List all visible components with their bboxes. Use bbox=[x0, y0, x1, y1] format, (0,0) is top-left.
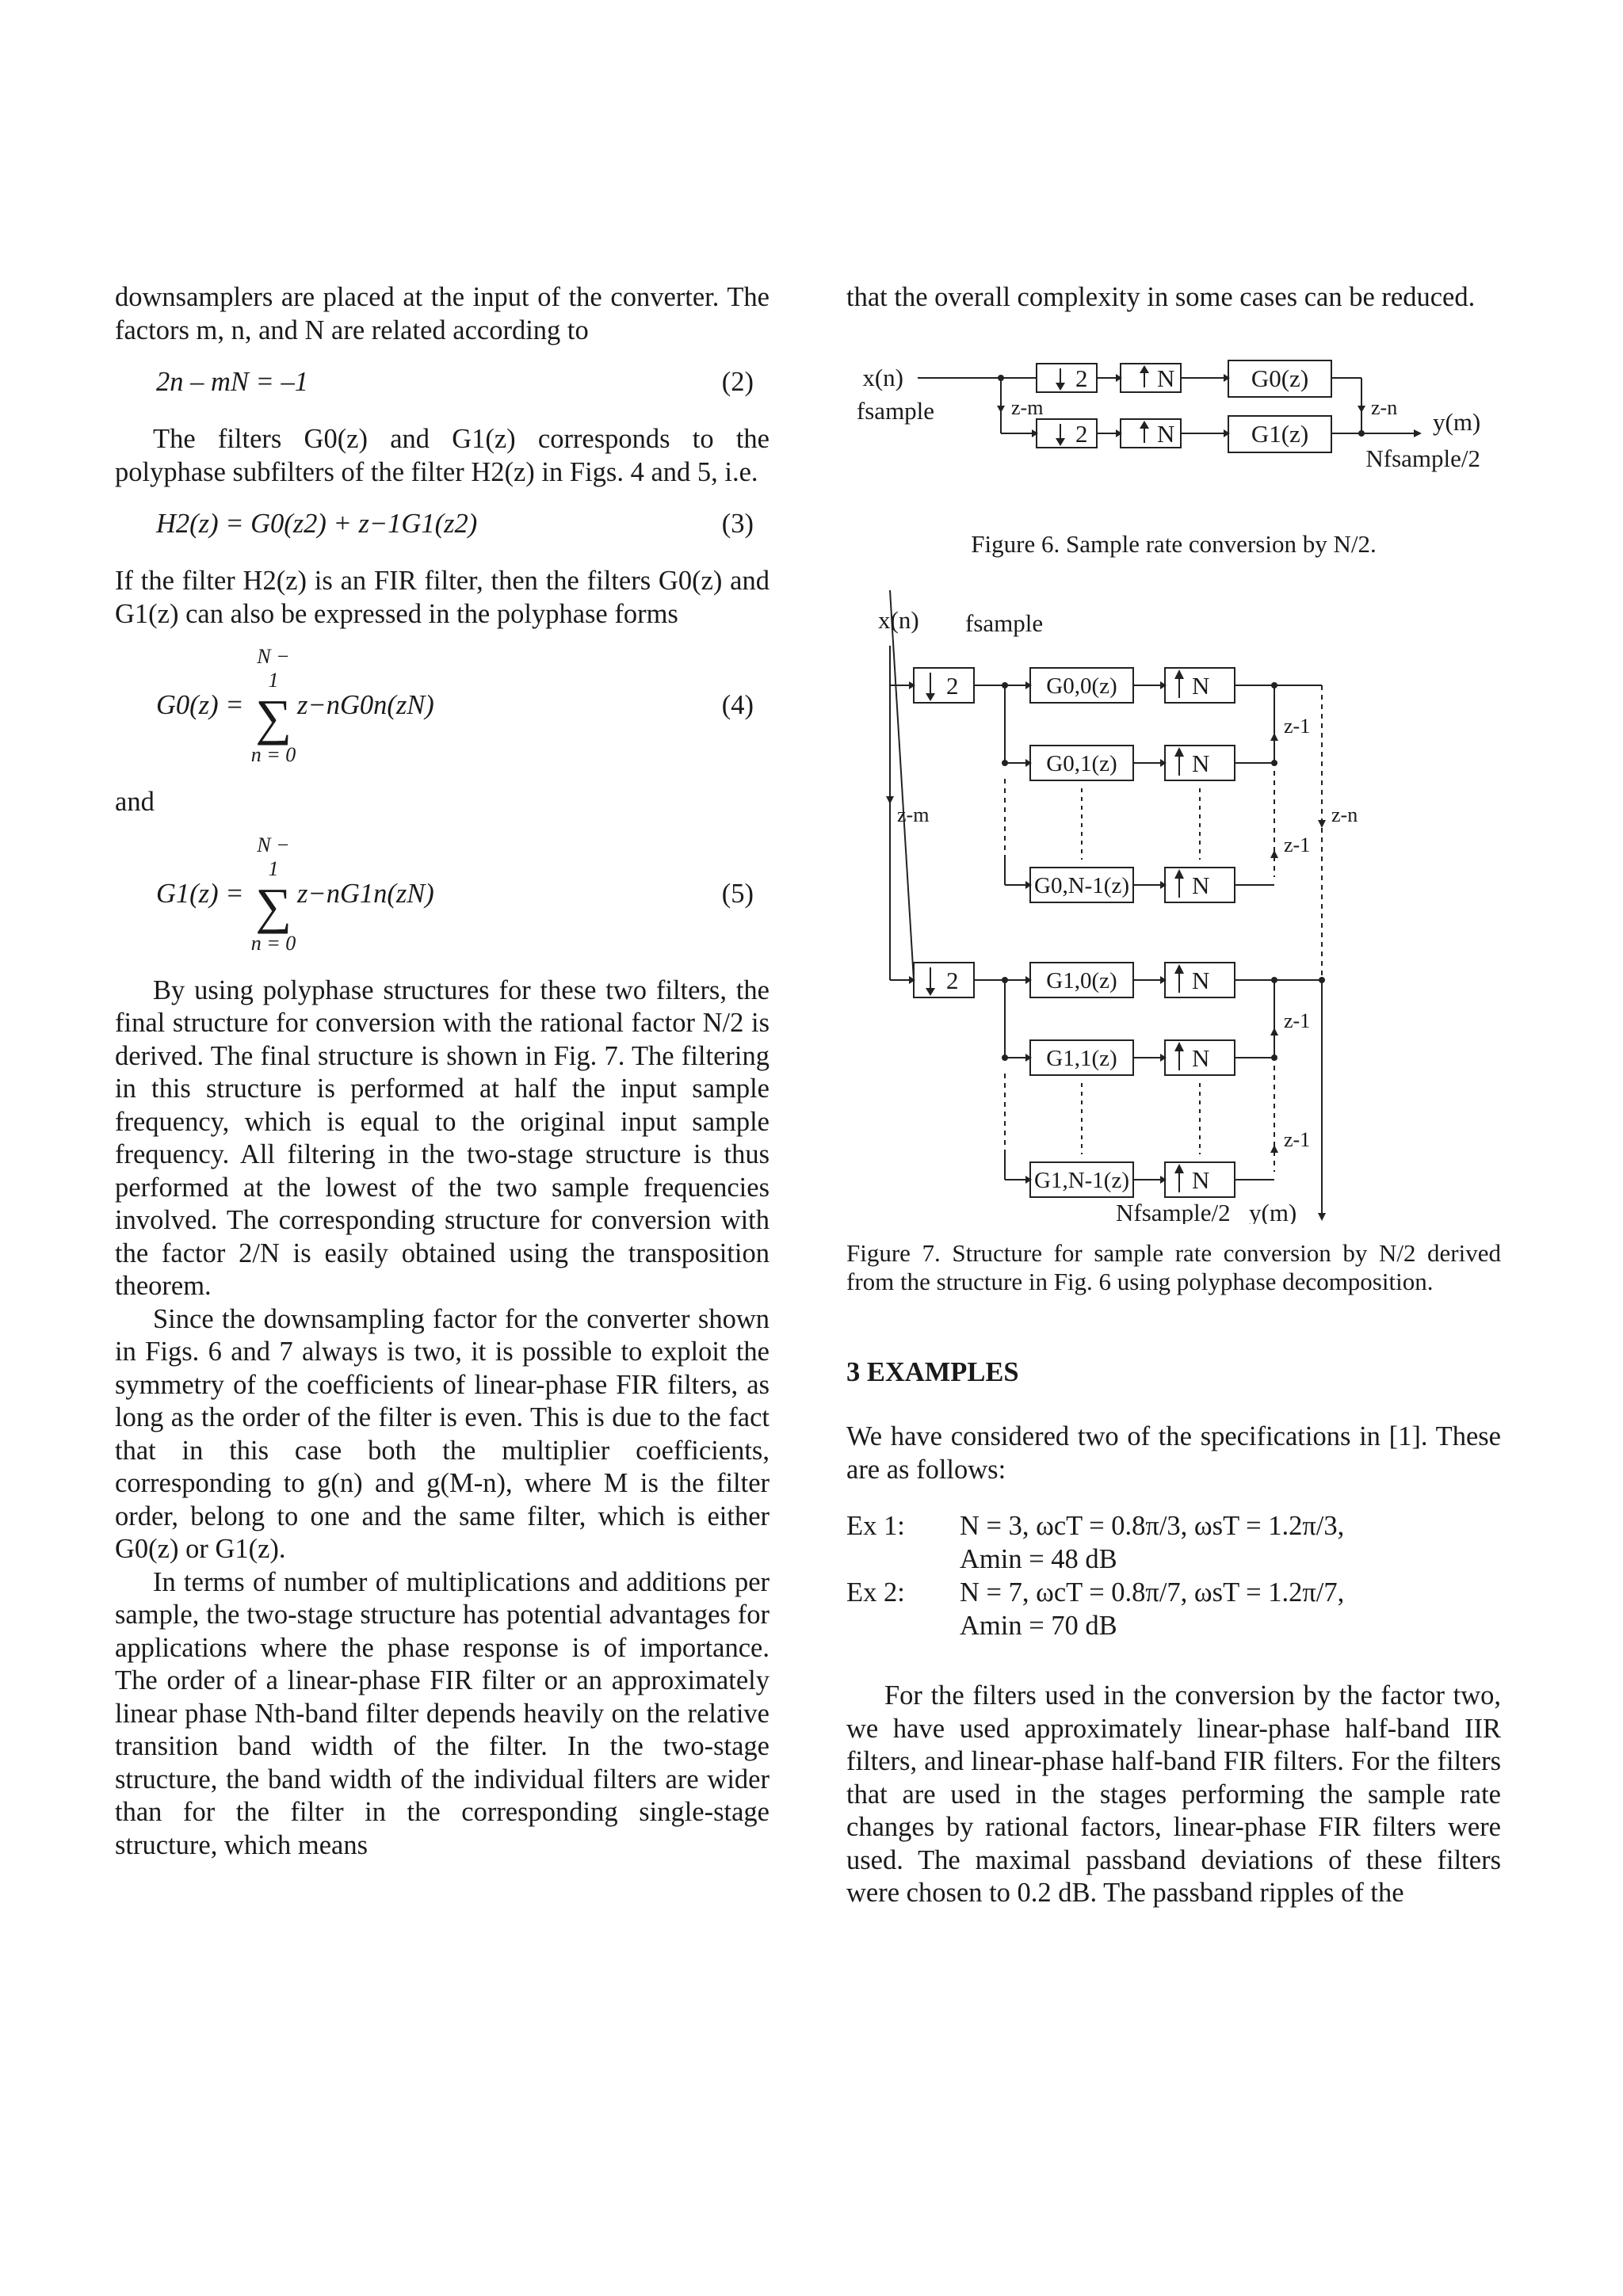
fig6-downsampler-label: 2 bbox=[1075, 419, 1088, 448]
fig7-output-label: y(m) bbox=[1249, 1199, 1297, 1224]
fig7-upsampler-label: N bbox=[1192, 749, 1210, 777]
fig6-output-label: y(m) bbox=[1433, 407, 1481, 436]
equation-5 bbox=[115, 833, 769, 960]
fig6-input-label: x(n) bbox=[862, 363, 903, 391]
fig7-z-1-label: z-1 bbox=[1284, 1009, 1311, 1032]
sigma-symbol: ∑ bbox=[255, 689, 292, 746]
equation-number: (4) bbox=[721, 690, 754, 720]
figure-7-diagram bbox=[846, 590, 1501, 1224]
fig6-upsampler-label: N bbox=[1157, 364, 1175, 392]
fig7-z-1-label: z-1 bbox=[1284, 715, 1311, 738]
equation-lhs: G1(z) = bbox=[156, 878, 244, 909]
fig6-downsampler-label: 2 bbox=[1075, 364, 1088, 392]
fig7-z-m-label: z-m bbox=[897, 803, 930, 826]
example-spec: N = 7, ωcT = 0.8π/7, ωsT = 1.2π/7, bbox=[960, 1577, 1345, 1608]
fig7-z-1-label: z-1 bbox=[1284, 833, 1311, 856]
fig7-filter-g00-label: G0,0(z) bbox=[1046, 673, 1117, 699]
right-column bbox=[846, 281, 1501, 1910]
example-spec: N = 3, ωcT = 0.8π/3, ωsT = 1.2π/3, bbox=[960, 1511, 1345, 1541]
paragraph: In terms of number of multiplications and additions per sample, the two-stage structure has potential advantages for applications where the phase response is of importance. The order of a linear-phase FIR filter or an approximately linear phase Nth-band filter depends heavily on the relative transition band width of the filter. In the two-stage structure, the band width of the individual filters are wider than for the filter in the corresponding single-stage structure, which means bbox=[115, 1566, 769, 1860]
fig7-input-label: x(n) bbox=[878, 606, 919, 634]
fig6-nfsample-label: Nfsample/2 bbox=[1365, 444, 1480, 472]
fig7-filter-g10-label: G1,0(z) bbox=[1046, 968, 1117, 994]
fig7-upsampler-label: N bbox=[1192, 1044, 1210, 1072]
fig6-filter-g1-label: G1(z) bbox=[1251, 419, 1309, 448]
example-item bbox=[846, 1577, 1501, 1610]
example-attenuation: Amin = 70 dB bbox=[960, 1611, 1117, 1641]
fig7-downsampler-label: 2 bbox=[946, 967, 959, 994]
fig7-nfsample-label: Nfsample/2 bbox=[1116, 1199, 1231, 1224]
paragraph: and bbox=[115, 787, 155, 817]
figure-6-caption: Figure 6. Sample rate conversion by N/2. bbox=[971, 530, 1377, 558]
example-item-cont bbox=[846, 1543, 1501, 1577]
fig6-z-m-label: z-m bbox=[1011, 395, 1044, 419]
example-item bbox=[846, 1510, 1501, 1543]
example-item-cont bbox=[846, 1610, 1501, 1643]
summation bbox=[250, 833, 297, 955]
equation-2 bbox=[115, 361, 769, 409]
fig6-upsampler-label: N bbox=[1157, 419, 1175, 448]
fig6-z-n-label: z-n bbox=[1371, 395, 1398, 419]
left-column bbox=[115, 281, 769, 1862]
figure-7 bbox=[846, 590, 1501, 1296]
sigma-symbol: ∑ bbox=[255, 877, 292, 934]
paragraph: Since the downsampling factor for the converter shown in Figs. 6 and 7 always is two, it is possible to exploit the symmetry of the coefficients of linear-phase FIR filters, as long as the order of the filter is even. This is due to the fact that in this case both the multiplier coefficients, corresponding to g(n) and g(M-n), where M is the filter order, belong to one and the same filter, which is either G0(z) or G1(z). bbox=[115, 1303, 769, 1564]
equation-number: (5) bbox=[721, 878, 754, 909]
figure-6-diagram bbox=[846, 346, 1501, 513]
fig6-filter-g0-label: G0(z) bbox=[1251, 364, 1309, 392]
example-key: Ex 1: bbox=[846, 1511, 905, 1541]
sum-upper-limit: N − 1 bbox=[257, 833, 290, 880]
equation-body: z−nG1n(zN) bbox=[297, 878, 434, 909]
paragraph: downsamplers are placed at the input of the converter. The factors m, n, and N are related according to bbox=[115, 282, 769, 345]
equation-expression: 2n – mN = –1 bbox=[156, 367, 308, 397]
paragraph: We have considered two of the specifications in [1]. These are as follows: bbox=[846, 1421, 1501, 1485]
fig6-fsample-label: fsample bbox=[856, 396, 935, 425]
paragraph: The filters G0(z) and G1(z) corresponds to the polyphase subfilters of the filter H2(z) in Figs. 4 and 5, i.e. bbox=[115, 424, 769, 487]
fig7-upsampler-label: N bbox=[1192, 672, 1210, 700]
fig7-fsample-label: fsample bbox=[965, 609, 1044, 637]
paragraph: For the filters used in the conversion by the factor two, we have used approximately linear-phase half-band IIR filters, and linear-phase half-band FIR filters. For the filters that are used in the stages performing the sample rate changes by rational factors, linear-phase FIR filters were used. The maximal passband deviations of these filters were chosen to 0.2 dB. The passband ripples of the bbox=[846, 1680, 1501, 1908]
fig7-filter-g11-label: G1,1(z) bbox=[1046, 1046, 1117, 1071]
equation-lhs: G0(z) = bbox=[156, 690, 244, 720]
fig7-filter-g0n-label: G0,N-1(z) bbox=[1034, 873, 1129, 898]
equation-body: z−nG0n(zN) bbox=[297, 690, 434, 720]
equation-3 bbox=[115, 503, 769, 551]
summation bbox=[250, 645, 297, 767]
sum-lower-limit: n = 0 bbox=[250, 931, 296, 955]
equation-number: (2) bbox=[721, 367, 754, 397]
example-attenuation: Amin = 48 dB bbox=[960, 1544, 1117, 1574]
fig7-upsampler-label: N bbox=[1192, 967, 1210, 994]
equation-number: (3) bbox=[721, 509, 754, 539]
fig7-z-1-label: z-1 bbox=[1284, 1128, 1311, 1151]
fig7-filter-g01-label: G0,1(z) bbox=[1046, 751, 1117, 776]
paragraph: If the filter H2(z) is an FIR filter, then the filters G0(z) and G1(z) can also be expressed in the polyphase forms bbox=[115, 566, 769, 629]
fig7-downsampler-label: 2 bbox=[946, 672, 959, 700]
paragraph: that the overall complexity in some cases can be reduced. bbox=[846, 282, 1476, 312]
sum-lower-limit: n = 0 bbox=[250, 743, 296, 766]
examples-list bbox=[846, 1510, 1501, 1643]
fig7-upsampler-label: N bbox=[1192, 871, 1210, 899]
figure-7-caption: Figure 7. Structure for sample rate conversion by N/2 derived from the structure in Fig. 6 using polyphase decomposition. bbox=[846, 1238, 1501, 1295]
fig7-filter-g1n-label: G1,N-1(z) bbox=[1034, 1168, 1129, 1193]
figure-6 bbox=[846, 346, 1501, 559]
equation-4 bbox=[115, 645, 769, 772]
fig7-upsampler-label: N bbox=[1192, 1166, 1210, 1194]
paragraph: By using polyphase structures for these two filters, the final structure for conversion with the rational factor N/2 is derived. The final structure is shown in Fig. 7. The filtering in this structure is performed at half the input sample frequency, which is equal to the original input sample frequency. All filtering in the two-stage structure is thus performed at the lowest of the two sample frequencies involved. The corresponding structure for conversion with the factor 2/N is easily obtained using the transposition theorem. bbox=[115, 974, 769, 1301]
sum-upper-limit: N − 1 bbox=[257, 645, 290, 692]
example-key: Ex 2: bbox=[846, 1577, 905, 1608]
fig7-z-n-label: z-n bbox=[1331, 803, 1358, 826]
equation-expression: H2(z) = G0(z2) + z−1G1(z2) bbox=[156, 509, 478, 539]
section-heading: 3 EXAMPLES bbox=[846, 1356, 1019, 1387]
